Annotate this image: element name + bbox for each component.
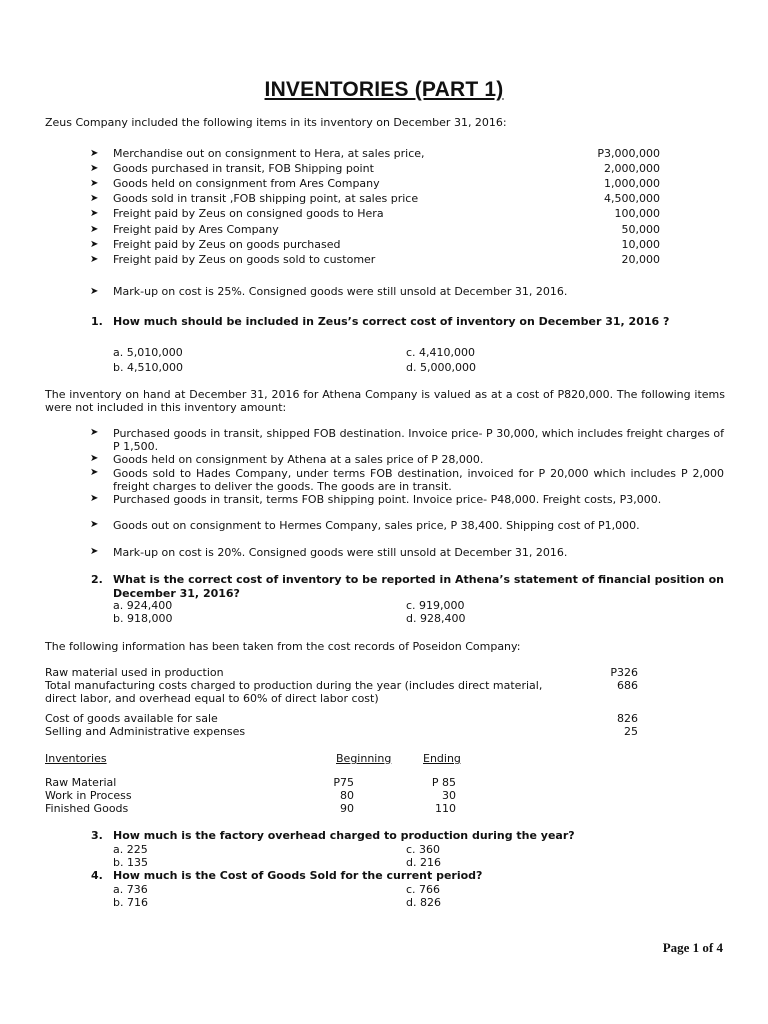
item-amount: 1,000,000	[604, 177, 660, 190]
table-cell: P 85	[431, 776, 456, 789]
page-number: Page 1 of 4	[662, 940, 723, 955]
table-cell: Work in Process	[45, 789, 132, 802]
cost-row-amount: 686	[617, 679, 638, 692]
table-cell: 110	[435, 802, 456, 815]
list-item: Goods held on consignment by Athena at a sales price of P 28,000.	[113, 453, 484, 466]
answer-option: a. 225	[113, 843, 148, 856]
cost-row-label: Total manufacturing costs charged to production during the year (includes direct material, direct labor, and overhead equal to 60% of direct labor cost)	[45, 679, 543, 705]
table-cell: P75	[333, 776, 354, 789]
item-amount: 10,000	[621, 238, 660, 251]
arrow-bullet-icon: ➤	[90, 163, 99, 174]
item-amount: 20,000	[621, 253, 660, 266]
table-cell: Finished Goods	[45, 802, 129, 815]
arrow-bullet-icon: ➤	[90, 467, 99, 478]
answer-option: c. 766	[406, 883, 441, 896]
section3-intro: The following information has been taken from the cost records of Poseidon Company:	[45, 640, 521, 653]
answer-option: a. 924,400	[113, 599, 173, 612]
answer-option: d. 928,400	[406, 612, 466, 625]
answer-option: d. 216	[406, 856, 441, 869]
list-item: Purchased goods in transit, shipped FOB destination. Invoice price- P 30,000, which includes freight charges of P 1,500.	[113, 427, 724, 453]
section1-intro: Zeus Company included the following items in its inventory on December 31, 2016:	[45, 116, 507, 129]
list-item: Purchased goods in transit, terms FOB shipping point. Invoice price- P48,000. Freight costs, P3,000.	[113, 493, 662, 506]
answer-option: d. 826	[406, 896, 441, 909]
cost-row-amount: 826	[617, 712, 638, 725]
item-amount: 50,000	[621, 223, 660, 236]
cost-row-amount: 25	[624, 725, 638, 738]
item-amount: 4,500,000	[604, 192, 660, 205]
arrow-bullet-icon: ➤	[90, 208, 99, 219]
arrow-bullet-icon: ➤	[90, 193, 99, 204]
item-amount: P3,000,000	[597, 147, 660, 160]
answer-option: a. 736	[113, 883, 148, 896]
section2-intro: The inventory on hand at December 31, 2016 for Athena Company is valued as at a cost of P820,000. The following items were not included in this inventory amount:	[45, 388, 725, 414]
question-3: 3. How much is the factory overhead charged to production during the year?	[91, 829, 575, 842]
answer-option: b. 918,000	[113, 612, 173, 625]
cost-row-label: Raw material used in production	[45, 666, 224, 679]
arrow-bullet-icon: ➤	[90, 546, 99, 557]
answer-option: c. 360	[406, 843, 441, 856]
cost-row-label: Selling and Administrative expenses	[45, 725, 246, 738]
question-1: 1. How much should be included in Zeus’s correct cost of inventory on December 31, 2016 ?	[91, 315, 670, 328]
answer-option: a. 5,010,000	[113, 346, 183, 359]
table-cell: 30	[442, 789, 456, 802]
arrow-bullet-icon: ➤	[90, 239, 99, 250]
table-cell: Raw Material	[45, 776, 117, 789]
question-2: 2. What is the correct cost of inventory to be reported in Athena’s statement of financial position on December 31, 2016?	[91, 573, 724, 600]
page-title: INVENTORIES (PART 1)	[264, 78, 504, 101]
table-cell: 90	[340, 802, 354, 815]
list-item: Goods out on consignment to Hermes Company, sales price, P 38,400. Shipping cost of P1,000.	[113, 519, 640, 532]
arrow-bullet-icon: ➤	[90, 178, 99, 189]
cost-row-amount: P326	[610, 666, 638, 679]
arrow-bullet-icon: ➤	[90, 286, 99, 297]
answer-option: c. 919,000	[406, 599, 465, 612]
arrow-bullet-icon: ➤	[90, 493, 99, 504]
arrow-bullet-icon: ➤	[90, 224, 99, 235]
question-4: 4. How much is the Cost of Goods Sold for the current period?	[91, 869, 483, 882]
answer-option: b. 135	[113, 856, 148, 869]
answer-option: b. 716	[113, 896, 148, 909]
answer-option: b. 4,510,000	[113, 361, 183, 374]
arrow-bullet-icon: ➤	[90, 148, 99, 159]
document-page: INVENTORIES (PART 1) Zeus Company included the following items in its inventory on December 31, 2016: ➤ Merchandise out on consignment to Hera, at sales price, P3,000,000 ➤ Goods purchased in transit, FOB Shipping point 2,000,000 ➤ Goods held on consignment from Ares Company 1,000,000 ➤ Goods sold in transit ,FOB shipping point, at sales price 4,500,000 ➤ Freight paid by Zeus on consigned goods to Hera 100,000 ➤ Freight paid by Ares Company 50,000 ➤ Freight paid by Zeus on goods purchased 10,000 ➤ Freight paid by Zeus on goods sold to customer 20,000 ➤ Mark-up on cost is 25%. Consigned goods were still unsold at December 31, 2016. 1. How much should be included in Zeus’s correct cost of inventory on December 31, 2016 ? a. 5,010,000 b. 4,510,000 c. 4,410,000 d. 5,000,000 The inventory on hand at December 31, 2016 for Athena Company is valued as at a cost of P820,000. The following items were not included in this inventory amount: ➤ Purchased goods in transit, shipped FOB destination. Invoice price- P 30,000, which includes freight charges of P 1,500. ➤ Goods held on consignment by Athena at a sales price of P 28,000. ➤ Goods sold to Hades Company, under terms FOB destination, invoiced for P 20,000 which includes P 2,000 freight charges to deliver the goods. The goods are in transit. ➤ Purchased goods in transit, terms FOB shipping point. Invoice price- P48,000. Freight costs, P3,000. ➤ Goods out on consignment to Hermes Company, sales price, P 38,400. Shipping cost of P1,000. ➤ Mark-up on cost is 20%. Consigned goods were still unsold at December 31, 2016. 2. What is the correct cost of inventory to be reported in Athena’s statement of financial position on December 31, 2016? a. 924,400 b. 918,000 c. 919,000 d. 928,400 The following information has been taken from the cost records of Poseidon Company: Raw material used in production P326 Total manufacturing costs charged to production during the year (includes direct material, direct labor, and overhead equal to 60% of direct labor cost) 686 Cost of goods available for sale 826 Selling and Administrative expenses 25 Inventories Beginning Ending Raw Material P75 P 85 Work in Process 80 30 Finished Goods 90 110 3. How much is the factory overhead charged to production during the year? a. 225 b. 135 c. 360 d. 216 4. How much is the Cost of Goods Sold for the current period? a. 736 b. 716 c. 766 d. 826 Page 1 of 4	[0, 0, 768, 1024]
item-amount: 100,000	[614, 207, 660, 220]
answer-option: d. 5,000,000	[406, 361, 476, 374]
arrow-bullet-icon: ➤	[90, 519, 99, 530]
arrow-bullet-icon: ➤	[90, 453, 99, 464]
table-header: Ending	[423, 752, 461, 765]
list-item: Mark-up on cost is 20%. Consigned goods were still unsold at December 31, 2016.	[113, 546, 568, 559]
arrow-bullet-icon: ➤	[90, 427, 99, 438]
table-cell: 80	[340, 789, 354, 802]
table-header: Beginning	[336, 752, 392, 765]
arrow-bullet-icon: ➤	[90, 254, 99, 265]
table-header: Inventories	[45, 752, 107, 765]
answer-option: c. 4,410,000	[406, 346, 476, 359]
cost-row-label: Cost of goods available for sale	[45, 712, 218, 725]
item-amount: 2,000,000	[604, 162, 660, 175]
list-item: Goods sold to Hades Company, under terms FOB destination, invoiced for P 20,000 which includes P 2,000 freight charges to deliver the goods. The goods are in transit.	[113, 467, 724, 493]
